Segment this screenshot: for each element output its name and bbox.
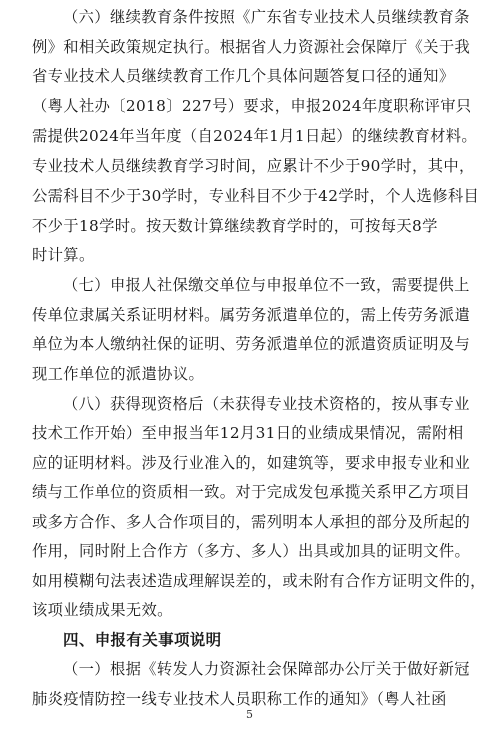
text-line: 现工作单位的派遣协议。 [32,365,205,383]
text-line: （六）继续教育条件按照《广东省专业技术人员继续教育条 [63,8,470,26]
text-line: 绩与工作单位的资质相一致。对于完成发包承揽关系甲乙方项目 [32,483,471,501]
text-line: 如用模糊句法表述造成理解误差的，或未附有合作方证明文件的， [32,572,486,590]
text-line: 或多方合作、多人合作项目的，需列明本人承担的部分及所起的 [32,513,471,531]
text-line: 该项业绩成果无效。 [32,601,173,619]
text-line: 省专业技术人员继续教育工作几个具体问题答复口径的通知》 [32,67,455,85]
text-line: 需提供2024年当年度（自2024年1月1日起）的继续教育材料。 [32,127,478,145]
text-line: （粤人社办〔2018〕227号）要求，申报2024年度职称评审只 [32,97,472,115]
text-line: 作用，同时附上合作方（多方、多人）出具或加具的证明文件。 [32,542,471,560]
section-heading: 四、申报有关事项说明 [63,631,222,649]
text-line: 应的证明材料。涉及行业准入的，如建筑等，要求申报专业和业 [32,454,471,472]
text-line: 时计算。 [32,246,95,264]
text-line: 公需科目不少于30学时，专业科目不少于42学时，个人选修科目 [32,187,480,205]
text-line: 专业技术人员继续教育学习时间，应累计不少于90学时，其中， [32,157,475,175]
text-line: 肺炎疫情防控一线专业技术人员职称工作的通知》（粤人社函 [32,690,447,708]
text-line: 例》和相关政策规定执行。根据省人力资源社会保障厅《关于我 [32,38,471,56]
text-line: （一）根据《转发人力资源社会保障部办公厅关于做好新冠 [63,660,470,678]
text-line: 技术工作开始）至申报当年12月31日的业绩成果情况，需附相 [32,424,464,442]
text-line: 不少于18学时。按天数计算继续教育学时的，可按每天8学 [32,217,438,235]
text-line: （八）获得现资格后（未获得专业技术资格的，按从事专业 [63,395,470,413]
page-number: 5 [246,708,253,721]
text-line: （七）申报人社保缴交单位与申报单位不一致，需要提供上 [63,276,470,294]
text-line: 传单位隶属关系证明材料。属劳务派遣单位的，需上传劳务派遣 [32,306,471,324]
text-line: 单位为本人缴纳社保的证明、劳务派遣单位的派遣资质证明及与 [32,335,471,353]
